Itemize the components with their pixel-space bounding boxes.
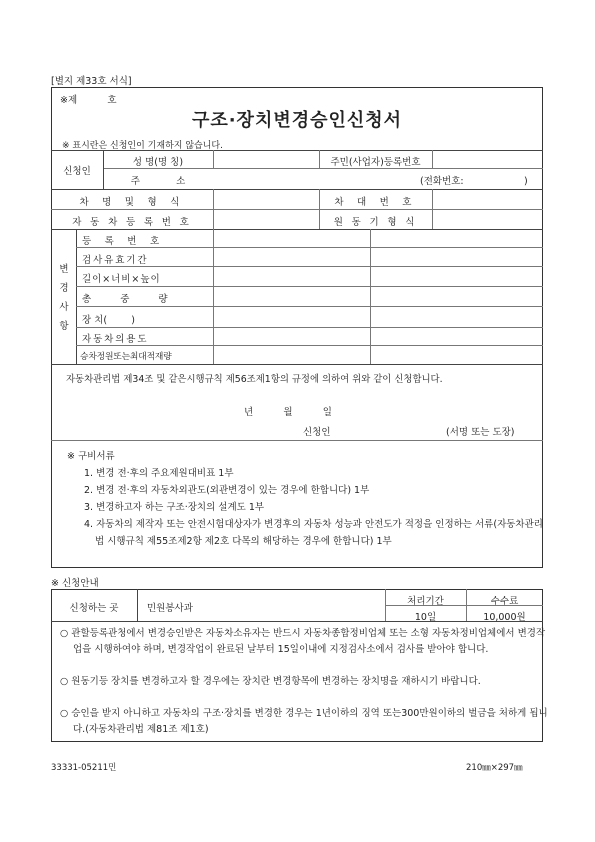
fee-value: 10,000원 — [483, 612, 526, 623]
change-before-registration[interactable] — [214, 230, 369, 246]
change-before-inspection[interactable] — [214, 248, 369, 265]
change-after-dimensions[interactable] — [371, 267, 542, 285]
fee-label: 수수료 — [490, 596, 519, 607]
change-before-dimensions[interactable] — [214, 267, 369, 285]
name-field[interactable] — [214, 151, 318, 167]
change-row-dimensions: 길이×너비×높이 — [82, 274, 161, 285]
change-before-use[interactable] — [214, 328, 369, 344]
change-after-use[interactable] — [371, 328, 542, 344]
change-before-weight[interactable] — [214, 287, 369, 305]
document-item: 3. 변경하고자 하는 구조·장치의 설계도 1부 — [84, 502, 265, 513]
guide-note: ○ 관할등록관청에서 변경승인받은 자동차소유자는 반드시 자동차종합정비업체 또는 소형 자동차정비업체에서 변경작업을 시행하여야 하며, 변경작업이 완료된 날부터 15일이내에 지정검사소에서 검사를 받아야 합니다. — [60, 628, 546, 655]
change-after-registration[interactable] — [371, 230, 542, 246]
changes-label-char: 경 — [59, 283, 69, 294]
document-item: 1. 변경 전·후의 주요제원대비표 1부 — [84, 468, 234, 479]
engine-type-field[interactable] — [433, 210, 542, 228]
applicant-section-label: 신청인 — [63, 166, 91, 177]
form-id: [별지 제33호 서식] — [51, 76, 132, 87]
change-before-device[interactable] — [214, 307, 369, 326]
submission-place-value: 민원봉사과 — [147, 603, 193, 614]
declaration-text: 자동차관리법 제34조 및 같은시행규칙 제56조제1항의 규정에 의하여 위와 같이 신청합니다. — [66, 374, 443, 385]
changes-label-char: 사 — [59, 302, 69, 313]
instruction-note: ※ 표시란은 신청인이 기재하지 않습니다. — [62, 141, 223, 151]
change-after-capacity[interactable] — [371, 346, 542, 363]
registration-number-field[interactable] — [214, 210, 318, 228]
change-row-device: 장 치( ) — [82, 315, 135, 326]
date-line: 년 월 일 — [244, 407, 332, 418]
changes-label-char: 변 — [59, 264, 69, 275]
change-row-inspection-validity: 검사유효기간 — [82, 255, 149, 266]
engine-type-label: 원 동 기 형 식 — [333, 217, 418, 228]
id-number-label: 주민(사업자)등록번호 — [330, 157, 421, 168]
change-before-capacity[interactable] — [214, 346, 369, 363]
name-label: 성 명(명 칭) — [132, 157, 184, 168]
receipt-number-label: ※제 호 — [60, 95, 117, 106]
address-field[interactable] — [214, 169, 414, 188]
sign-or-seal: (서명 또는 도장) — [446, 427, 515, 438]
applicant-signature-label: 신청인 — [303, 427, 331, 438]
change-after-weight[interactable] — [371, 287, 542, 305]
chassis-number-label: 차 대 번 호 — [334, 197, 417, 208]
documents-heading: ※ 구비서류 — [67, 451, 115, 462]
guide-note: ○ 승인을 받지 아니하고 자동차의 구조·장치를 변경한 경우는 1년이하의 징역 또는300만원이하의 벌금을 처하게 됩니다.(자동차관리법 제81조 제1호) — [60, 708, 548, 735]
change-row-vehicle-use: 자동차의용도 — [82, 334, 149, 345]
document-item: 4. 자동차의 제작자 또는 안전시험대상자가 변경후의 자동차 성능과 안전도가 적정을 인정하는 서류(자동차관리법 시행규칙 제55조제2항 제2호 다목의 해당하는 경우에 한합니다) 1부 — [84, 519, 543, 547]
change-after-inspection[interactable] — [371, 248, 542, 265]
guide-note: ○ 원동기등 장치를 변경하고자 할 경우에는 장치란 변경항목에 변경하는 장치명을 재하시기 바랍니다. — [60, 676, 481, 687]
submission-place-label: 신청하는 곳 — [69, 603, 119, 614]
guide-heading: ※ 신청안내 — [51, 578, 99, 589]
change-row-gross-weight: 총 중 량 — [82, 294, 168, 305]
signature-field[interactable] — [350, 420, 440, 436]
change-row-capacity: 승차정원또는최대적재량 — [80, 352, 172, 362]
change-row-registration: 등 록 번 호 — [82, 236, 165, 247]
vehicle-model-field[interactable] — [214, 190, 318, 208]
changes-label-char: 항 — [59, 321, 69, 332]
registration-number-label: 자 동 차 등 록 번 호 — [72, 217, 192, 228]
change-after-device[interactable] — [371, 307, 542, 326]
vehicle-model-label: 차 명 및 형 식 — [79, 197, 185, 208]
page-title: 구조·장치변경승인신청서 — [191, 110, 403, 131]
processing-period-value: 10일 — [414, 612, 437, 623]
chassis-number-field[interactable] — [433, 190, 542, 208]
form-code: 33331-05211민 — [51, 763, 117, 773]
paper-size: 210㎜×297㎜ — [466, 763, 523, 773]
address-label: 주 소 — [130, 176, 186, 187]
id-number-field[interactable] — [433, 151, 542, 167]
document-item: 2. 변경 전·후의 자동차외관도(외관변경이 있는 경우에 한합니다) 1부 — [84, 485, 370, 496]
phone-label: (전화번호: ) — [420, 176, 528, 187]
processing-period-label: 처리기간 — [407, 596, 444, 607]
